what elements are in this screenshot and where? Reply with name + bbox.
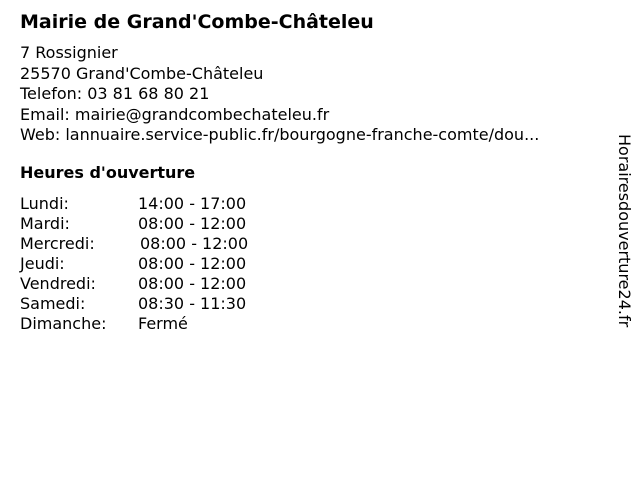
phone-line[interactable]: Telefon: 03 81 68 80 21	[20, 84, 210, 103]
time-value: 14:00 - 17:00	[138, 194, 247, 213]
street-address: 7 Rossignier	[20, 43, 118, 62]
page-title: Mairie de Grand'Combe-Châteleu	[20, 11, 374, 33]
time-value: Fermé	[138, 314, 188, 333]
time-value: 08:00 - 12:00	[138, 274, 247, 293]
day-label: Mercredi:	[20, 234, 95, 253]
city-address: 25570 Grand'Combe-Châteleu	[20, 63, 264, 83]
day-label: Jeudi:	[20, 254, 65, 273]
time-value: 08:00 - 12:00	[138, 214, 247, 233]
web-line[interactable]: Web: lannuaire.service-public.fr/bourgogne-franche-comte/dou...	[20, 125, 540, 144]
day-label: Mardi:	[20, 214, 70, 233]
site-watermark: Horairesdouverture24.fr	[615, 134, 634, 328]
address-block	[20, 43, 539, 146]
time-value: 08:30 - 11:30	[138, 294, 247, 313]
opening-hours-heading: Heures d'ouverture	[20, 163, 196, 182]
day-label: Vendredi:	[20, 274, 96, 293]
day-label: Lundi:	[20, 194, 69, 213]
day-label: Samedi:	[20, 294, 86, 313]
time-value: 08:00 - 12:00	[140, 234, 249, 253]
email-line[interactable]: Email: mairie@grandcombechateleu.fr	[20, 104, 330, 124]
day-label: Dimanche:	[20, 314, 107, 333]
time-value: 08:00 - 12:00	[138, 254, 247, 273]
